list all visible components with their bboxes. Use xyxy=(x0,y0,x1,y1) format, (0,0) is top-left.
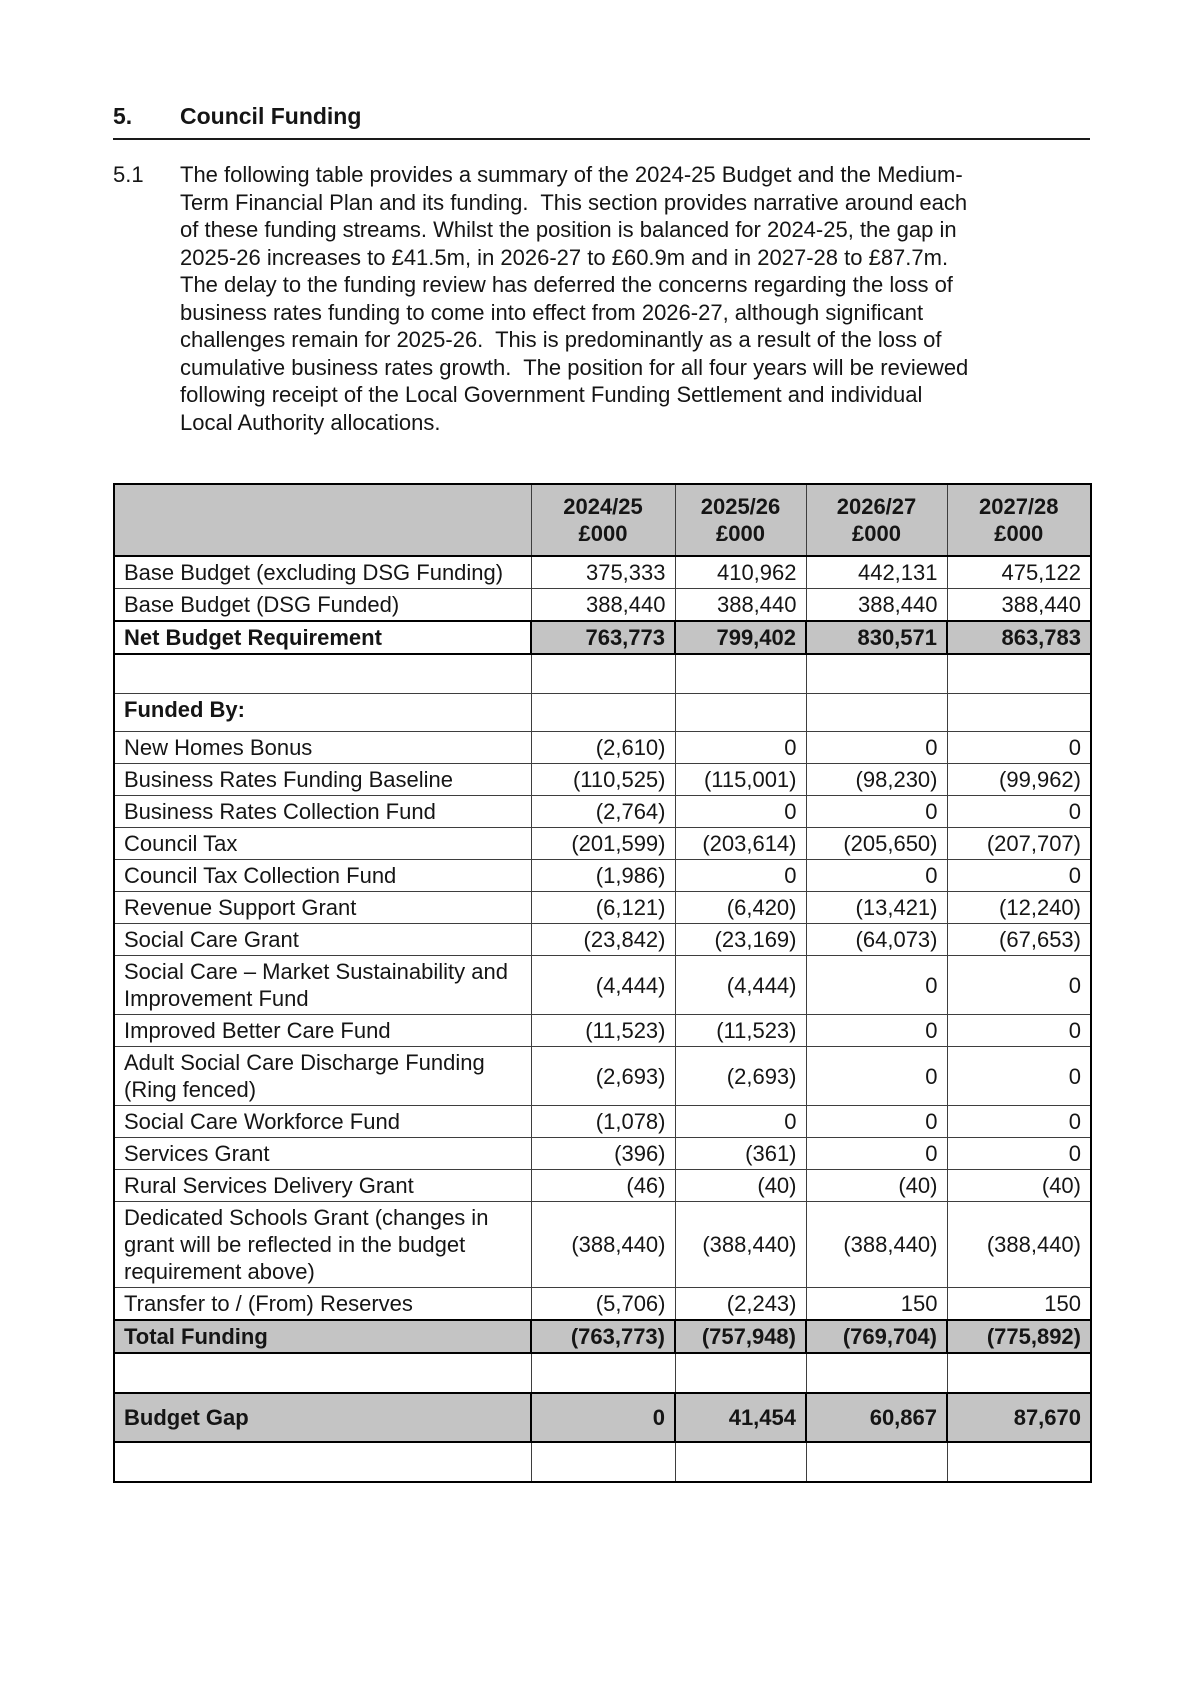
row-value-cell: (64,073) xyxy=(806,924,947,956)
row-label-cell: Total Funding xyxy=(114,1320,531,1353)
header-unit-label: £000 xyxy=(716,521,765,546)
row-value-cell: 0 xyxy=(947,796,1091,828)
row-value-cell: (40) xyxy=(806,1170,947,1202)
table-row xyxy=(114,1202,1091,1288)
row-value-cell: 442,131 xyxy=(806,556,947,589)
row-label-cell: Base Budget (excluding DSG Funding) xyxy=(114,556,531,589)
row-value-cell: 150 xyxy=(947,1288,1091,1321)
table-row xyxy=(114,1393,1091,1442)
row-label-cell: Council Tax Collection Fund xyxy=(114,860,531,892)
row-value-cell: (40) xyxy=(947,1170,1091,1202)
row-value-cell: (46) xyxy=(531,1170,675,1202)
row-value-cell: 388,440 xyxy=(531,589,675,622)
row-value-cell xyxy=(675,1353,806,1393)
row-value-cell: 0 xyxy=(947,1106,1091,1138)
row-value-cell: (11,523) xyxy=(675,1015,806,1047)
row-value-cell: (40) xyxy=(675,1170,806,1202)
row-value-cell xyxy=(947,1442,1091,1482)
row-value-cell: (5,706) xyxy=(531,1288,675,1321)
row-value-cell xyxy=(531,654,675,694)
row-label-cell: Social Care Grant xyxy=(114,924,531,956)
table-row xyxy=(114,1106,1091,1138)
section-title: Council Funding xyxy=(180,103,362,129)
row-value-cell: (205,650) xyxy=(806,828,947,860)
table-row xyxy=(114,828,1091,860)
header-unit-label: £000 xyxy=(994,521,1044,546)
row-value-cell xyxy=(806,1353,947,1393)
row-value-cell: 0 xyxy=(675,860,806,892)
table-row xyxy=(114,796,1091,828)
row-label-cell: Net Budget Requirement xyxy=(114,621,531,654)
row-label-cell xyxy=(114,1442,531,1482)
header-year-cell xyxy=(806,484,947,556)
row-value-cell: 0 xyxy=(806,1106,947,1138)
row-value-cell: 388,440 xyxy=(806,589,947,622)
row-value-cell: 41,454 xyxy=(675,1393,806,1442)
row-value-cell: (12,240) xyxy=(947,892,1091,924)
row-value-cell xyxy=(675,1442,806,1482)
row-value-cell: 0 xyxy=(947,956,1091,1015)
row-value-cell xyxy=(947,654,1091,694)
row-value-cell: 0 xyxy=(806,956,947,1015)
row-label-cell: Improved Better Care Fund xyxy=(114,1015,531,1047)
row-value-cell: (6,121) xyxy=(531,892,675,924)
row-label-cell: Business Rates Collection Fund xyxy=(114,796,531,828)
row-value-cell: (4,444) xyxy=(531,956,675,1015)
row-value-cell: (763,773) xyxy=(531,1320,675,1353)
row-label-cell xyxy=(114,654,531,694)
table-row xyxy=(114,1015,1091,1047)
row-value-cell: 763,773 xyxy=(531,621,675,654)
table-row xyxy=(114,956,1091,1015)
row-value-cell: (757,948) xyxy=(675,1320,806,1353)
row-value-cell: 410,962 xyxy=(675,556,806,589)
row-value-cell: 0 xyxy=(806,732,947,764)
section-number: 5. xyxy=(113,103,133,129)
row-value-cell: 60,867 xyxy=(806,1393,947,1442)
table-row xyxy=(114,732,1091,764)
row-value-cell: 0 xyxy=(947,1138,1091,1170)
row-value-cell: 150 xyxy=(806,1288,947,1321)
table-row xyxy=(114,1047,1091,1106)
row-value-cell: 0 xyxy=(806,1015,947,1047)
table-row xyxy=(114,589,1091,622)
row-value-cell: 830,571 xyxy=(806,621,947,654)
row-value-cell: (203,614) xyxy=(675,828,806,860)
row-label-cell: Revenue Support Grant xyxy=(114,892,531,924)
table-row xyxy=(114,924,1091,956)
table-row xyxy=(114,621,1091,654)
table-row xyxy=(114,556,1091,589)
row-value-cell: 0 xyxy=(806,1047,947,1106)
row-value-cell: (110,525) xyxy=(531,764,675,796)
table-row xyxy=(114,654,1091,694)
table-row xyxy=(114,1442,1091,1482)
row-label-cell: Services Grant xyxy=(114,1138,531,1170)
table-row xyxy=(114,1353,1091,1393)
section-heading xyxy=(113,103,361,130)
row-value-cell: (13,421) xyxy=(806,892,947,924)
table-row xyxy=(114,764,1091,796)
row-label-cell: Social Care – Market Sustainability and Improvement Fund xyxy=(114,956,531,1015)
table-row xyxy=(114,892,1091,924)
header-year-label: 2026/27 xyxy=(836,494,917,519)
row-label-cell: Budget Gap xyxy=(114,1393,531,1442)
paragraph-number: 5.1 xyxy=(113,162,144,187)
header-unit-label: £000 xyxy=(852,521,901,546)
row-value-cell: (201,599) xyxy=(531,828,675,860)
row-value-cell: 863,783 xyxy=(947,621,1091,654)
row-value-cell xyxy=(675,654,806,694)
row-value-cell: 388,440 xyxy=(675,589,806,622)
header-year-cell xyxy=(947,484,1091,556)
row-value-cell: 0 xyxy=(947,732,1091,764)
row-value-cell: (2,610) xyxy=(531,732,675,764)
row-value-cell: 0 xyxy=(675,732,806,764)
row-value-cell: 799,402 xyxy=(675,621,806,654)
row-value-cell: (396) xyxy=(531,1138,675,1170)
row-value-cell: (207,707) xyxy=(947,828,1091,860)
row-label-cell: New Homes Bonus xyxy=(114,732,531,764)
row-value-cell: (2,764) xyxy=(531,796,675,828)
row-label-cell xyxy=(114,1353,531,1393)
row-value-cell: 0 xyxy=(947,860,1091,892)
row-value-cell: 0 xyxy=(675,1106,806,1138)
row-value-cell: (6,420) xyxy=(675,892,806,924)
row-value-cell: (98,230) xyxy=(806,764,947,796)
row-value-cell: 0 xyxy=(947,1015,1091,1047)
row-value-cell: (1,078) xyxy=(531,1106,675,1138)
row-value-cell: (99,962) xyxy=(947,764,1091,796)
header-year-cell xyxy=(531,484,675,556)
row-value-cell: (67,653) xyxy=(947,924,1091,956)
row-value-cell: 0 xyxy=(531,1393,675,1442)
row-value-cell: (2,693) xyxy=(531,1047,675,1106)
row-value-cell: 475,122 xyxy=(947,556,1091,589)
row-value-cell: (388,440) xyxy=(947,1202,1091,1288)
row-value-cell: 0 xyxy=(675,796,806,828)
row-value-cell xyxy=(531,694,675,732)
row-label-cell: Adult Social Care Discharge Funding (Ring fenced) xyxy=(114,1047,531,1106)
table-body xyxy=(114,556,1091,1482)
row-label-cell: Business Rates Funding Baseline xyxy=(114,764,531,796)
table-row xyxy=(114,1170,1091,1202)
header-year-label: 2025/26 xyxy=(700,494,781,519)
row-value-cell xyxy=(806,694,947,732)
row-label-cell: Rural Services Delivery Grant xyxy=(114,1170,531,1202)
row-label-cell: Social Care Workforce Fund xyxy=(114,1106,531,1138)
row-label-cell: Funded By: xyxy=(114,694,531,732)
table-row xyxy=(114,694,1091,732)
table-row xyxy=(114,860,1091,892)
header-year-label: 2024/25 xyxy=(563,494,643,519)
row-value-cell: (4,444) xyxy=(675,956,806,1015)
row-value-cell: 0 xyxy=(806,796,947,828)
row-value-cell xyxy=(531,1353,675,1393)
table-row xyxy=(114,1288,1091,1321)
row-value-cell xyxy=(675,694,806,732)
budget-table xyxy=(113,483,1092,1483)
heading-rule xyxy=(113,138,1090,140)
row-label-cell: Base Budget (DSG Funded) xyxy=(114,589,531,622)
row-value-cell: 0 xyxy=(806,1138,947,1170)
row-label-cell: Council Tax xyxy=(114,828,531,860)
row-value-cell: 375,333 xyxy=(531,556,675,589)
row-value-cell: 0 xyxy=(806,860,947,892)
row-value-cell: (388,440) xyxy=(531,1202,675,1288)
row-value-cell xyxy=(947,1353,1091,1393)
row-value-cell: 388,440 xyxy=(947,589,1091,622)
row-label-cell: Dedicated Schools Grant (changes in grant will be reflected in the budget requirement above) xyxy=(114,1202,531,1288)
row-value-cell: (11,523) xyxy=(531,1015,675,1047)
row-value-cell: (2,693) xyxy=(675,1047,806,1106)
paragraph-text: The following table provides a summary of the 2024-25 Budget and the Medium-Term Financial Plan and its funding. This section provides narrative around each of these funding streams. Whilst the position is balanced for 2024-25, the gap in 2025-26 increases to £41.5m, in 2026-27 to £60.9m and in 2027-28 to £87.7m. The delay to the funding review has deferred the concerns regarding the loss of business rates funding to come into effect from 2026-27, although significant challenges remain for 2025-26. This is predominantly as a result of the loss of cumulative business rates growth. The position for all four years will be reviewed following receipt of the Local Government Funding Settlement and individual Local Authority allocations. xyxy=(180,162,975,435)
row-value-cell xyxy=(806,1442,947,1482)
row-value-cell: (388,440) xyxy=(675,1202,806,1288)
header-unit-label: £000 xyxy=(578,521,628,546)
row-value-cell: (769,704) xyxy=(806,1320,947,1353)
row-value-cell xyxy=(806,654,947,694)
row-value-cell: (361) xyxy=(675,1138,806,1170)
header-year-label: 2027/28 xyxy=(978,494,1059,519)
row-value-cell xyxy=(947,694,1091,732)
row-value-cell: (23,842) xyxy=(531,924,675,956)
paragraph-5-1 xyxy=(113,161,993,436)
table-row xyxy=(114,1138,1091,1170)
row-value-cell: (23,169) xyxy=(675,924,806,956)
row-value-cell: (1,986) xyxy=(531,860,675,892)
table-header xyxy=(114,484,1091,556)
row-value-cell: (388,440) xyxy=(806,1202,947,1288)
header-row xyxy=(114,484,1091,556)
header-empty-cell xyxy=(114,484,531,556)
row-value-cell: 0 xyxy=(947,1047,1091,1106)
row-label-cell: Transfer to / (From) Reserves xyxy=(114,1288,531,1321)
row-value-cell xyxy=(531,1442,675,1482)
header-year-cell xyxy=(675,484,806,556)
row-value-cell: (775,892) xyxy=(947,1320,1091,1353)
row-value-cell: (2,243) xyxy=(675,1288,806,1321)
row-value-cell: (115,001) xyxy=(675,764,806,796)
row-value-cell: 87,670 xyxy=(947,1393,1091,1442)
table-row xyxy=(114,1320,1091,1353)
